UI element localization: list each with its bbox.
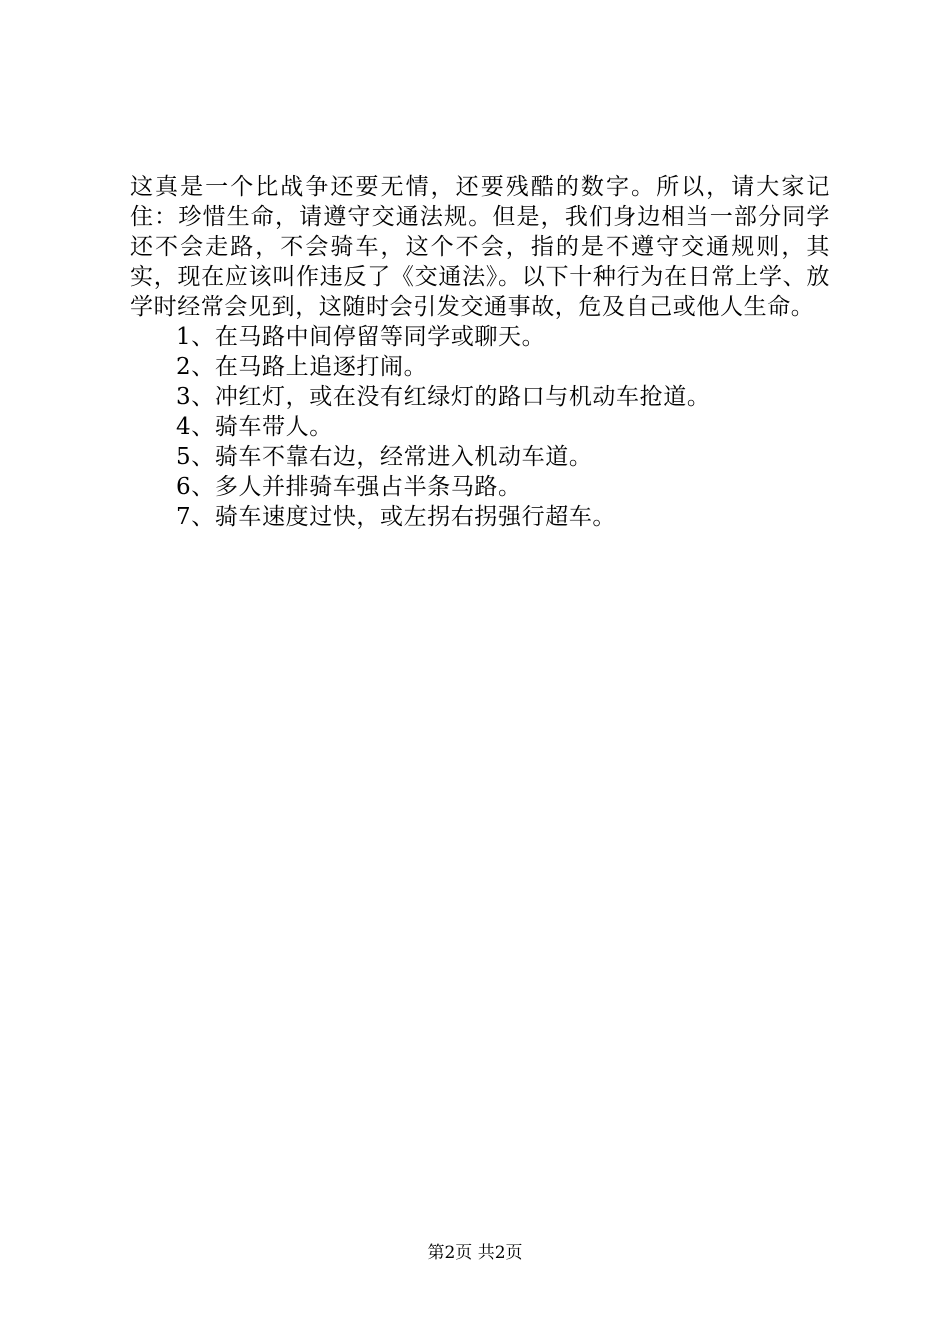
list-item: 2、在马路上追逐打闹。 — [176, 354, 428, 380]
list-item: 7、骑车速度过快，或左拐右拐强行超车。 — [176, 504, 617, 530]
body-paragraph: 这真是一个比战争还要无情，还要残酷的数字。所以，请大家记住：珍惜生命，请遵守交通法规。但是，我们身边相当一部分同学还不会走路，不会骑车，这个不会，指的是不遵守交通规则，其实，现在应该叫作违反了《交通法》。以下十种行为在日常上学、放学时经常会见到，这随时会引发交通事故，危及自己或他人生命。 — [130, 174, 830, 320]
list-item: 6、多人并排骑车强占半条马路。 — [176, 474, 522, 500]
page-footer: 第2页 共2页 — [427, 1243, 523, 1263]
document-body — [130, 172, 830, 532]
list-item: 3、冲红灯，或在没有红绿灯的路口与机动车抢道。 — [176, 384, 711, 410]
behavior-list — [130, 322, 830, 532]
list-item: 1、在马路中间停留等同学或聊天。 — [176, 324, 546, 350]
list-item: 4、骑车带人。 — [176, 414, 333, 440]
list-item: 5、骑车不靠右边，经常进入机动车道。 — [176, 444, 593, 470]
